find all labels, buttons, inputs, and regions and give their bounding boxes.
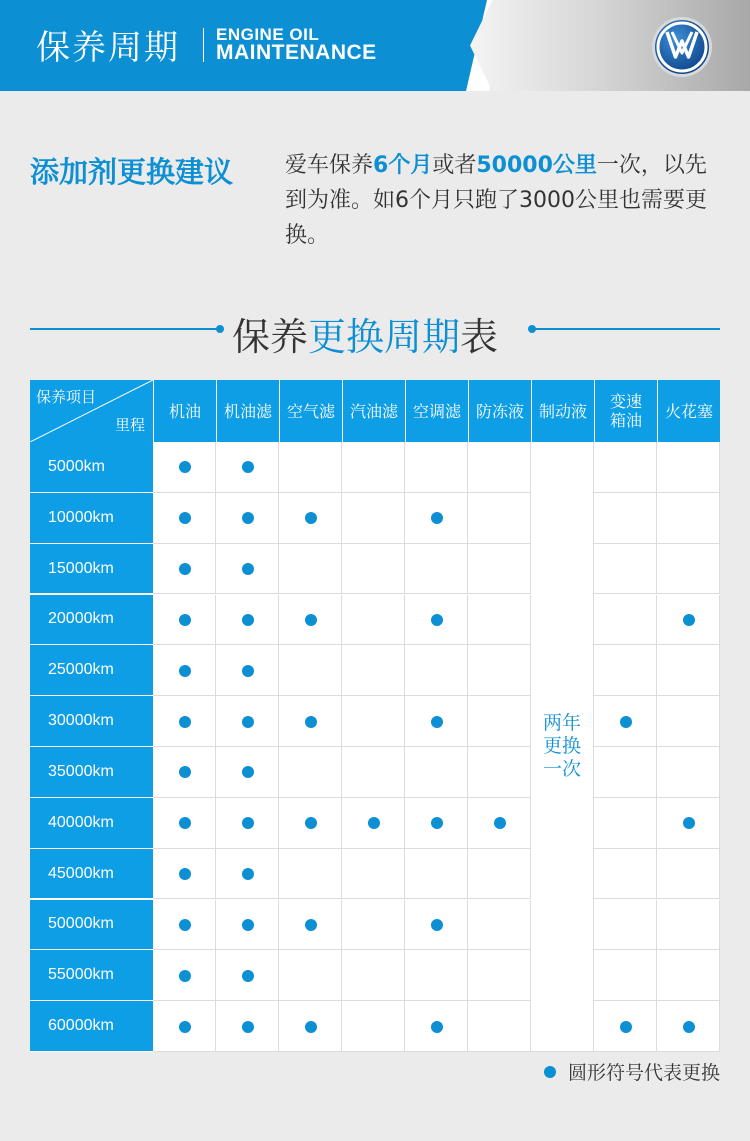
replace-dot-icon	[305, 1021, 317, 1033]
suggestion-title: 添加剂更换建议	[30, 155, 234, 189]
table-cell	[468, 696, 531, 747]
table-cell	[468, 1001, 531, 1052]
table-cell	[342, 544, 405, 595]
replace-dot-icon	[179, 868, 191, 880]
replace-dot-icon	[242, 1021, 254, 1033]
replace-dot-icon	[242, 766, 254, 778]
replace-dot-icon	[179, 919, 191, 931]
table-cell	[657, 747, 720, 798]
table-cell	[342, 747, 405, 798]
maintenance-table	[30, 380, 720, 1052]
table-cell	[468, 493, 531, 544]
suggestion-text-part: 一次，以先到为准。如6个月只跑了3000公里也需要更换。	[285, 153, 707, 248]
page-header	[0, 0, 750, 91]
replace-dot-icon	[368, 817, 380, 829]
table-cell	[342, 645, 405, 696]
table-cell	[279, 849, 342, 900]
replace-dot-icon	[683, 817, 695, 829]
replace-dot-icon	[179, 461, 191, 473]
volkswagen-logo	[651, 16, 713, 78]
table-cell	[405, 442, 468, 493]
row-mileage-label: 20000km	[30, 595, 153, 646]
replace-dot-icon	[179, 817, 191, 829]
row-mileage-label: 25000km	[30, 645, 153, 696]
table-cell	[594, 849, 657, 900]
table-cell	[657, 849, 720, 900]
replace-dot-icon	[242, 716, 254, 728]
row-mileage-label: 5000km	[30, 442, 153, 493]
table-cell	[279, 442, 342, 493]
replace-dot-icon	[305, 512, 317, 524]
column-header: 火花塞	[657, 380, 720, 442]
replace-dot-icon	[242, 512, 254, 524]
column-header: 汽油滤	[342, 380, 405, 442]
replace-dot-icon	[242, 665, 254, 677]
table-cell	[342, 595, 405, 646]
table-cell	[342, 849, 405, 900]
replace-dot-icon	[431, 1021, 443, 1033]
legend-dot-icon	[544, 1066, 556, 1078]
legend-text: 圆形符号代表更换	[567, 1062, 720, 1084]
header-subtitle-line2: MAINTENANCE	[216, 41, 377, 64]
table-title-left-line	[30, 328, 220, 330]
column-header: 防冻液	[468, 380, 531, 442]
table-cell	[468, 849, 531, 900]
replace-dot-icon	[620, 1021, 632, 1033]
row-mileage-label: 60000km	[30, 1001, 153, 1052]
replace-dot-icon	[431, 716, 443, 728]
replace-dot-icon	[431, 614, 443, 626]
table-title-right-line	[532, 328, 720, 330]
replace-dot-icon	[431, 817, 443, 829]
replace-dot-icon	[179, 512, 191, 524]
table-cell	[657, 544, 720, 595]
table-title-highlight: 更换周期	[308, 315, 461, 359]
brake-fluid-note: 两年 更换 一次	[531, 442, 594, 1052]
table-cell	[657, 645, 720, 696]
replace-dot-icon	[179, 970, 191, 982]
table-cell	[594, 900, 657, 951]
replace-dot-icon	[179, 665, 191, 677]
table-cell	[594, 493, 657, 544]
table-cell	[279, 747, 342, 798]
table-cell	[468, 544, 531, 595]
table-cell	[657, 950, 720, 1001]
table-title-part: 表	[460, 315, 499, 359]
row-mileage-label: 15000km	[30, 544, 153, 595]
table-cell	[657, 696, 720, 747]
table-cell	[468, 595, 531, 646]
table-cell	[468, 747, 531, 798]
row-mileage-label: 35000km	[30, 747, 153, 798]
table-cell	[342, 442, 405, 493]
table-cell	[657, 493, 720, 544]
table-cell	[405, 645, 468, 696]
table-cell	[342, 696, 405, 747]
table-cell	[468, 950, 531, 1001]
replace-dot-icon	[242, 919, 254, 931]
table-cell	[594, 595, 657, 646]
row-mileage-label: 45000km	[30, 849, 153, 900]
replace-dot-icon	[242, 563, 254, 575]
table-cell	[594, 442, 657, 493]
table-cell	[342, 493, 405, 544]
row-mileage-label: 55000km	[30, 950, 153, 1001]
table-cell	[594, 747, 657, 798]
replace-dot-icon	[305, 614, 317, 626]
table-cell	[279, 950, 342, 1001]
table-cell	[468, 645, 531, 696]
column-header: 空调滤	[405, 380, 468, 442]
table-title-left-dot	[216, 325, 224, 333]
table-cell	[657, 900, 720, 951]
replace-dot-icon	[242, 868, 254, 880]
replace-dot-icon	[431, 919, 443, 931]
replace-dot-icon	[305, 817, 317, 829]
row-mileage-label: 40000km	[30, 798, 153, 849]
header-divider	[203, 28, 204, 62]
replace-dot-icon	[683, 1021, 695, 1033]
corner-label-mileage: 里程	[114, 416, 145, 434]
replace-dot-icon	[494, 817, 506, 829]
replace-dot-icon	[305, 919, 317, 931]
suggestion-text	[285, 148, 725, 253]
table-cell	[342, 900, 405, 951]
table-title-part: 保养	[232, 315, 309, 359]
table-title	[232, 306, 498, 361]
table-cell	[405, 950, 468, 1001]
table-cell	[468, 442, 531, 493]
table-cell	[279, 645, 342, 696]
table-cell	[342, 1001, 405, 1052]
suggestion-text-part: 爱车保养	[285, 153, 374, 178]
replace-dot-icon	[179, 766, 191, 778]
header-title: 保养周期	[36, 28, 180, 68]
table-legend	[544, 1058, 720, 1085]
replace-dot-icon	[179, 614, 191, 626]
row-mileage-label: 50000km	[30, 900, 153, 951]
table-cell	[405, 544, 468, 595]
table-cell	[405, 747, 468, 798]
table-cell	[594, 798, 657, 849]
replace-dot-icon	[305, 716, 317, 728]
suggestion-text-part: 或者	[432, 153, 477, 178]
suggestion-highlight-km: 50000公里	[476, 153, 597, 178]
replace-dot-icon	[179, 1021, 191, 1033]
replace-dot-icon	[242, 461, 254, 473]
table-cell	[657, 442, 720, 493]
replace-dot-icon	[683, 614, 695, 626]
suggestion-highlight-months: 6个月	[373, 153, 433, 178]
table-corner-header	[30, 380, 153, 442]
table-cell	[342, 950, 405, 1001]
replace-dot-icon	[242, 614, 254, 626]
corner-label-items: 保养项目	[36, 388, 97, 406]
column-header: 制动液	[531, 380, 594, 442]
replace-dot-icon	[620, 716, 632, 728]
table-cell	[405, 849, 468, 900]
row-mileage-label: 10000km	[30, 493, 153, 544]
column-header: 机油滤	[216, 380, 279, 442]
replace-dot-icon	[242, 817, 254, 829]
table-cell	[594, 950, 657, 1001]
column-header: 机油	[153, 380, 216, 442]
replace-dot-icon	[179, 716, 191, 728]
replace-dot-icon	[179, 563, 191, 575]
column-header: 变速 箱油	[594, 380, 657, 442]
table-cell	[594, 544, 657, 595]
row-mileage-label: 30000km	[30, 696, 153, 747]
header-subtitle-line1: ENGINE OIL	[216, 25, 320, 44]
replace-dot-icon	[431, 512, 443, 524]
replace-dot-icon	[242, 970, 254, 982]
column-header: 空气滤	[279, 380, 342, 442]
table-cell	[594, 645, 657, 696]
table-cell	[279, 544, 342, 595]
table-cell	[468, 900, 531, 951]
